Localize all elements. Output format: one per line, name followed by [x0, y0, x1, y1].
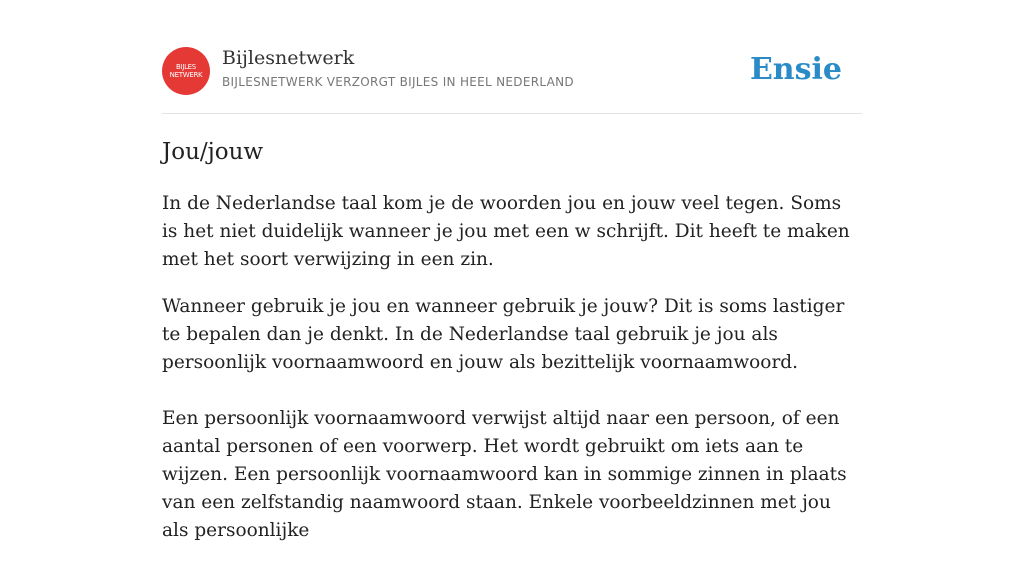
logo-text-line2: NETWERK: [169, 71, 203, 79]
article-title: Jou/jouw: [162, 139, 264, 165]
ensie-brand-logo[interactable]: Ensie: [749, 52, 842, 87]
bijlesnetwerk-logo[interactable]: [162, 47, 210, 95]
site-tagline: BIJLESNETWERK VERZORGT BIJLES IN HEEL NEDERLAND: [222, 75, 574, 89]
logo-text-line1: BIJLES: [176, 63, 196, 71]
site-header: [162, 46, 862, 114]
article-paragraph: Een persoonlijk voornaamwoord verwijst altijd naar een persoon, of een aantal personen of een voorwerp. Het wordt gebruikt om iets aan te wijzen. Een persoonlijk voornaamwoord kan in sommige zinnen in plaats van een zelfstandig naamwoord staan. Enkele voorbeeldzinnen met jou als persoonlijke: [162, 408, 847, 541]
article-body: [162, 190, 862, 564]
article-paragraph: Wanneer gebruik je jou en wanneer gebruik je jouw? Dit is soms lastiger te bepalen dan je denkt. In de Nederlandse taal gebruik je jou als persoonlijk voornaamwoord en jouw als bezittelijk voornaamwoord.: [162, 296, 845, 373]
header-divider: [162, 113, 862, 114]
site-name-link[interactable]: Bijlesnetwerk: [222, 47, 355, 69]
article-paragraph: In de Nederlandse taal kom je de woorden jou en jouw veel tegen. Soms is het niet duidelijk wanneer je jou met een w schrijft. Dit heeft te maken met het soort verwijzing in een zin.: [162, 193, 850, 270]
